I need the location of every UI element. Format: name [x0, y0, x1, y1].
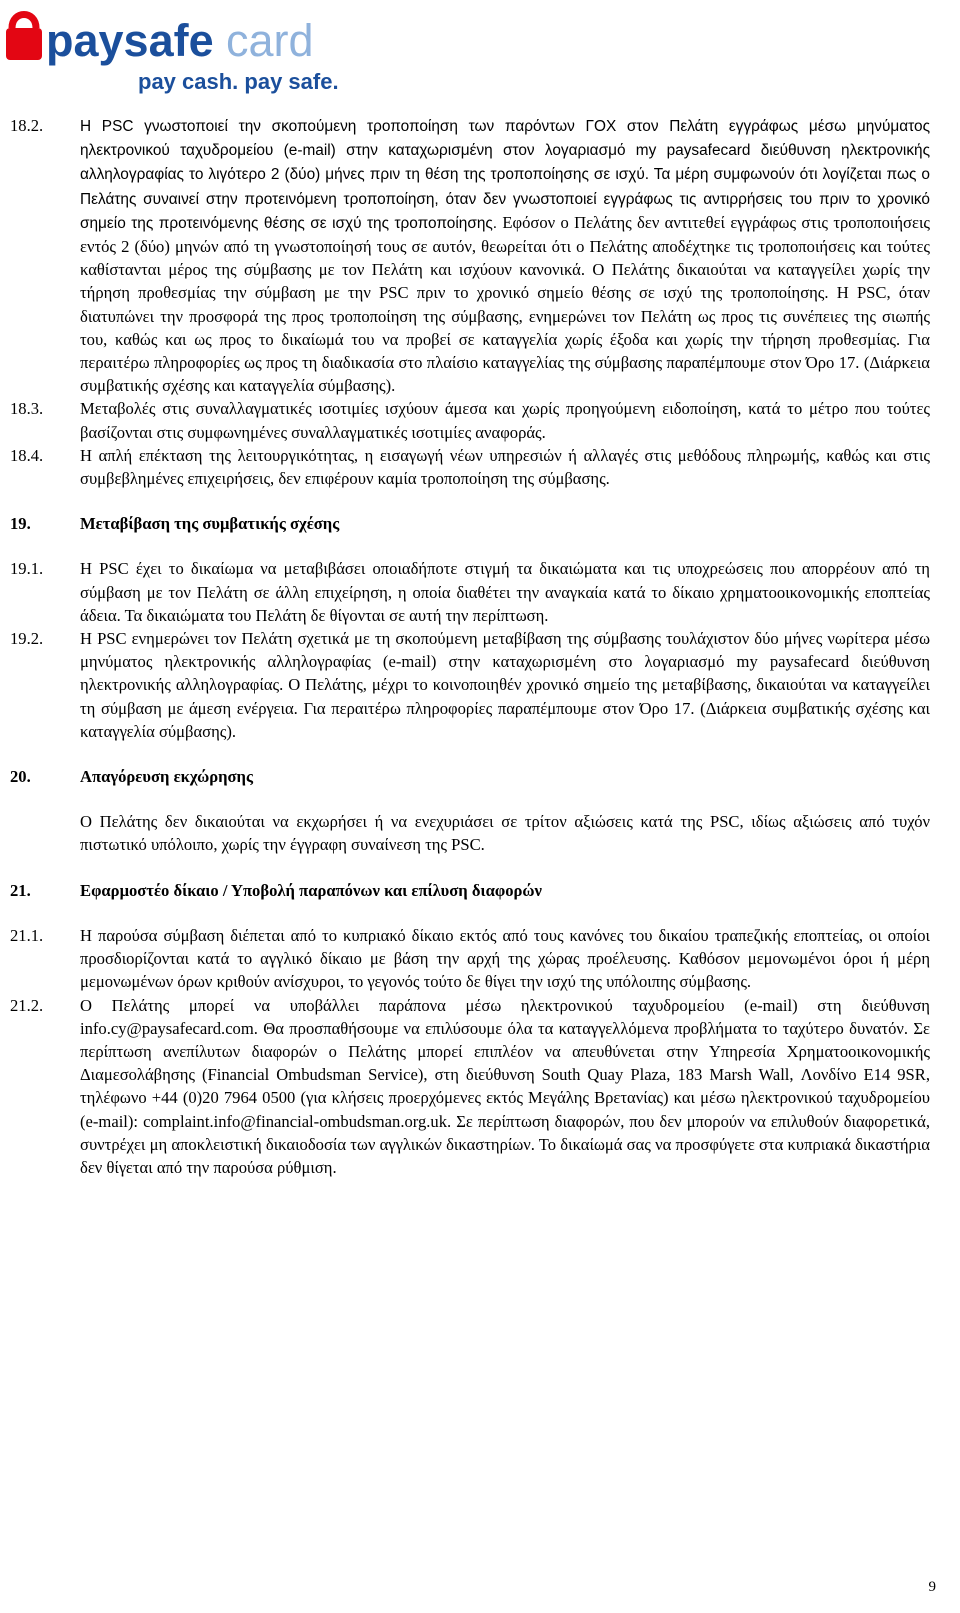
paysafecard-logo-graphic	[6, 4, 351, 94]
spacer	[10, 857, 930, 879]
indent	[10, 810, 80, 856]
clause-text: Η παρούσα σύμβαση διέπεται από το κυπριακό δίκαιο εκτός από τους κανόνες του δικαίου τραπεζικής εποπτείας, οι οποίοι προσδιορίζονται κατά το αγγλικό δίκαιο με βάση την αρχή της χώρας προέλευσης. Καθόσον μεμονωμένοι όροι ή μέρη μεμονωμένων όρων κριθούν ανίσχυροι, το γεγονός τούτο δε θίγει την ισχύ της υπόλοιπης σύμβασης.	[80, 925, 930, 992]
clause-18-3	[10, 397, 930, 443]
clause-18-2	[10, 114, 930, 397]
paysafecard-logo	[6, 4, 351, 94]
clause-number: 18.4.	[10, 445, 44, 465]
clause-19-2	[10, 627, 930, 743]
clause-text: Η PSC έχει το δικαίωμα να μεταβιβάσει οποιαδήποτε στιγμή τα δικαιώματα και τις υποχρεώσεις που απορρέουν από τη σύμβαση με τον Πελάτη σε άλλη επιχείρηση, η οποία διαθέτει την αναγκαία κατά το δίκαιο χρηματοοικονομικής εποπτείας άδεια. Τα δικαιώματα του Πελάτη δε θίγονται σε αυτή την περίπτωση.	[80, 559, 930, 625]
clause-number: 18.2.	[10, 116, 44, 135]
clause-text: Η απλή επέκταση της λειτουργικότητας, η εισαγωγή νέων υπηρεσιών ή αλλαγές στις μεθόδους πληρωμής, καθώς και στις συμβεβλημένες επιχειρήσεις, δεν επιφέρουν καμία τροποποίηση της σύμβασης.	[80, 445, 930, 489]
clause-number: 19.2.	[10, 629, 44, 649]
clause-number: 18.3.	[10, 399, 44, 419]
clause-number: 19.1.	[10, 559, 44, 579]
clause-18-4	[10, 444, 930, 490]
logo-wordmark-part1: paysafe	[46, 15, 214, 66]
paragraph-text: Ο Πελάτης δεν δικαιούται να εκχωρήσει ή να ενεχυριάσει σε τρίτον αξιώσεις κατά της PSC, ιδίως αξιώσεις από τυχόν πιστωτικό υπόλοιπο, χωρίς την έγγραφη συναίνεση της PSC.	[80, 812, 930, 855]
clause-21-1	[10, 924, 930, 994]
spacer	[10, 902, 930, 924]
clause-number: 21.2.	[10, 995, 44, 1015]
section-heading-21	[10, 879, 930, 902]
section-number: 21.	[10, 880, 31, 900]
spacer	[10, 535, 930, 557]
document-body	[10, 114, 930, 1179]
clause-text-sans-part: Η PSC γνωστοποιεί την σκοπούμενη τροποποίηση των παρόντων ΓΟΧ στον Πελάτη εγγράφως μέσω μηνύματος ηλεκτρονικού ταχυδρομείου (e-mail) στην καταχωρισμένη στον λογαριασμό my paysafecard διεύθυνση ηλεκτρονικής αλληλογραφίας το λιγότερο 2 (δύο) μήνες πριν τη θέση της τροποποίησης σε ισχύ. Τα μέρη συμφωνούν ότι λογίζεται πως ο Πελάτης συναινεί στην προτεινόμενη τροποποίηση, όταν δεν γνωστοποιεί εγγράφως τις αντιρρήσεις του πριν το χρονικό σημείο της προτεινόμενης θέσης σε ισχύ της τροποποίησης.	[80, 118, 930, 232]
clause-text	[80, 114, 930, 397]
clause-text: Ο Πελάτης μπορεί να υποβάλλει παράπονα μέσω ηλεκτρονικού ταχυδρομείου (e-mail) στη διεύθυνση info.cy@paysafecard.com. Θα προσπαθήσουμε να επιλύσουμε όλα τα καταγγελλόμενα προβλήματα το ταχύτερο δυνατόν. Σε περίπτωση ανεπίλυτων διαφορών ο Πελάτης μπορεί επιπλέον να απευθύνεται στην Υπηρεσία Χρηματοοικονομικής Διαμεσολάβησης (Financial Ombudsman Service), στη διεύθυνση South Quay Plaza, 183 Marsh Wall, Λονδίνο E14 9SR, τηλέφωνο +44 (0)20 7964 0500 (για κλήσεις προερχόμενες εκτός Μεγάλης Βρετανίας) και μέσω ηλεκτρονικού ταχυδρομείου (e-mail): complaint.info@financial-ombudsman.org.uk. Σε περίπτωση διαφορών, που δεν μπορούν να επιλυθούν διαφορετικά, συντρέχει μη αποκλειστική δικαιοδοσία των αγγλικών δικαστηρίων. Το δικαίωμά σας να προσφύγετε στα κυπριακά δικαστήρια δεν θίγεται από την παρούσα ρύθμιση.	[80, 995, 930, 1177]
clause-text: Μεταβολές στις συναλλαγματικές ισοτιμίες ισχύουν άμεσα και χωρίς προηγούμενη ειδοποίηση, κατά το μέτρο που τούτες βασίζονται στις συμφωνημένες συναλλαγματικές ισοτιμίες αναφοράς.	[80, 399, 930, 442]
spacer	[10, 490, 930, 512]
clause-number: 21.1.	[10, 925, 44, 945]
clause-text-serif-part: Εφόσον ο Πελάτης δεν αντιτεθεί εγγράφως στις τροποποιήσεις εντός 2 (δύο) μηνών από τη γνωστοποίησή τους σε αυτόν, θεωρείται ότι ο Πελάτης αποδέχτηκε τις τροποποιήσεις και τούτες καθίστανται μέρος της σύμβασης με τον Πελάτη και ισχύουν κανονικά. Ο Πελάτης δικαιούται να καταγγείλει χωρίς την τήρηση προθεσμίας την σύμβαση με την PSC πριν το χρονικό σημείο θέσης σε ισχύ της τροποποίησης. Η PSC, όταν διατυπώνει την προσφορά της προς τροποποίηση της σύμβασης, ενημερώνει τον Πελάτη ως προς τις συνέπειες της σιωπής του, καθώς και ως προς το δικαίωμά του να προβεί σε καταγγελία χωρίς έξοδα και χωρίς την τήρηση προθεσμίας. Για περαιτέρω πληροφορίες ως προς τη διαδικασία στο πλαίσιο καταγγελίας της σύμβασης παραπέμπουμε στον Όρο 17. (Διάρκεια συμβατικής σχέσης και καταγγελία σύμβασης).	[80, 212, 931, 396]
section-number: 20.	[10, 767, 31, 787]
spacer	[10, 743, 930, 765]
logo-wordmark-part2: card	[226, 15, 314, 66]
clause-21-2	[10, 994, 930, 1180]
section-number: 19.	[10, 514, 31, 534]
section-title: Εφαρμοστέο δίκαιο / Υποβολή παραπόνων και επίλυση διαφορών	[80, 880, 542, 900]
paragraph-20	[10, 810, 930, 856]
section-title: Απαγόρευση εκχώρησης	[80, 767, 253, 787]
clause-19-1	[10, 557, 930, 627]
logo-tagline: pay cash. pay safe.	[138, 69, 339, 94]
padlock-body	[6, 28, 42, 60]
padlock-shackle	[12, 15, 36, 29]
page-number: 9	[928, 1579, 936, 1595]
section-heading-20	[10, 765, 930, 788]
section-title: Μεταβίβαση της συμβατικής σχέσης	[80, 514, 340, 534]
spacer	[10, 788, 930, 810]
section-heading-19	[10, 512, 930, 535]
clause-text: Η PSC ενημερώνει τον Πελάτη σχετικά με τη σκοπούμενη μεταβίβαση της σύμβασης τουλάχιστον δύο μήνες νωρίτερα μέσω μηνύματος ηλεκτρονικής αλληλογραφίας (e-mail) στην καταχωρισμένη στο λογαριασμό my paysafecard διεύθυνση ηλεκτρονικής αλληλογραφίας. Ο Πελάτης, μέχρι το κοινοποιηθέν χρονικό σημείο της μεταβίβασης, δικαιούται να καταγγείλει τη σύμβαση με άμεση ενέργεια. Για περαιτέρω πληροφορίες παραπέμπουμε στον Όρο 17. (Διάρκεια συμβατικής σχέσης και καταγγελία σύμβασης).	[80, 629, 930, 741]
